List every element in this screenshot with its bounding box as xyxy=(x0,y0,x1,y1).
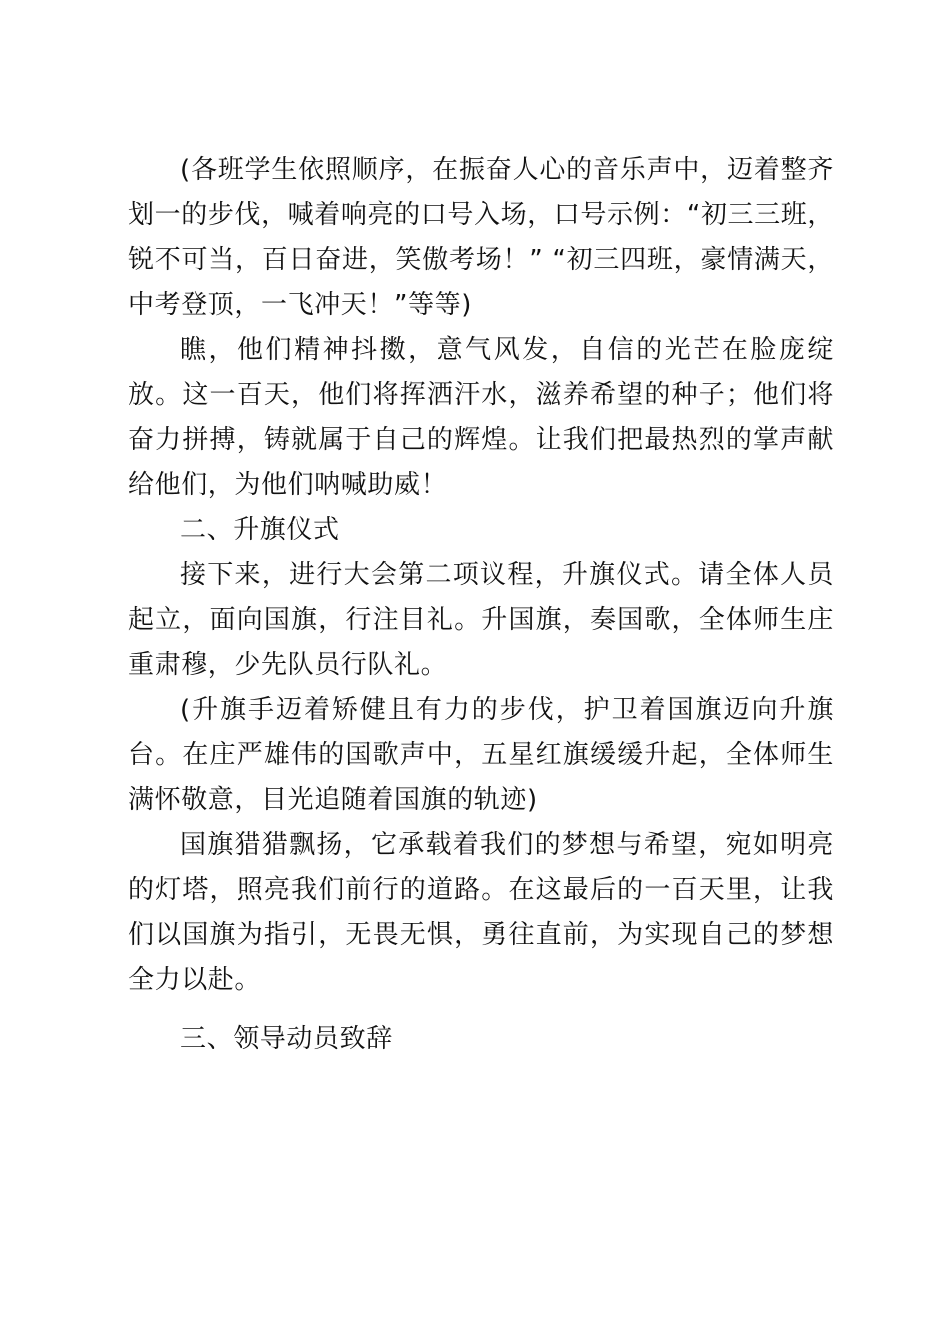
paragraph-flag-meaning: 国旗猎猎飘扬，它承载着我们的梦想与希望，宛如明亮的灯塔，照亮我们前行的道路。在这最后的一百天里，让我们以国旗为指引，无畏无惧，勇往直前，为实现自己的梦想全力以赴。 xyxy=(128,830,834,995)
section-heading-flag-raising: 二、升旗仪式 xyxy=(180,515,340,545)
document-body xyxy=(128,148,834,1062)
paragraph-flag-raising-agenda: 接下来，进行大会第二项议程，升旗仪式。请全体人员起立，面向国旗，行注目礼。升国旗，奏国歌，全体师生庄重肃穆，少先队员行队礼。 xyxy=(128,560,834,680)
paragraph-entrance-description: (各班学生依照顺序，在振奋人心的音乐声中，迈着整齐划一的步伐，喊着响亮的口号入场，口号示例：“初三三班，锐不可当，百日奋进，笑傲考场！” “初三四班，豪情满天，中考登顶，一飞冲天！”等等) xyxy=(128,155,834,320)
paragraph-encouragement: 瞧，他们精神抖擞，意气风发，自信的光芒在脸庞绽放。这一百天，他们将挥洒汗水，滋养希望的种子；他们将奋力拼搏，铸就属于自己的辉煌。让我们把最热烈的掌声献给他们，为他们呐喊助威！ xyxy=(128,335,834,500)
section-heading-leader-speech: 三、领导动员致辞 xyxy=(180,1024,393,1054)
paragraph-flag-raising-description: (升旗手迈着矫健且有力的步伐，护卫着国旗迈向升旗台。在庄严雄伟的国歌声中，五星红旗缓缓升起，全体师生满怀敬意，目光追随着国旗的轨迹) xyxy=(128,695,834,815)
